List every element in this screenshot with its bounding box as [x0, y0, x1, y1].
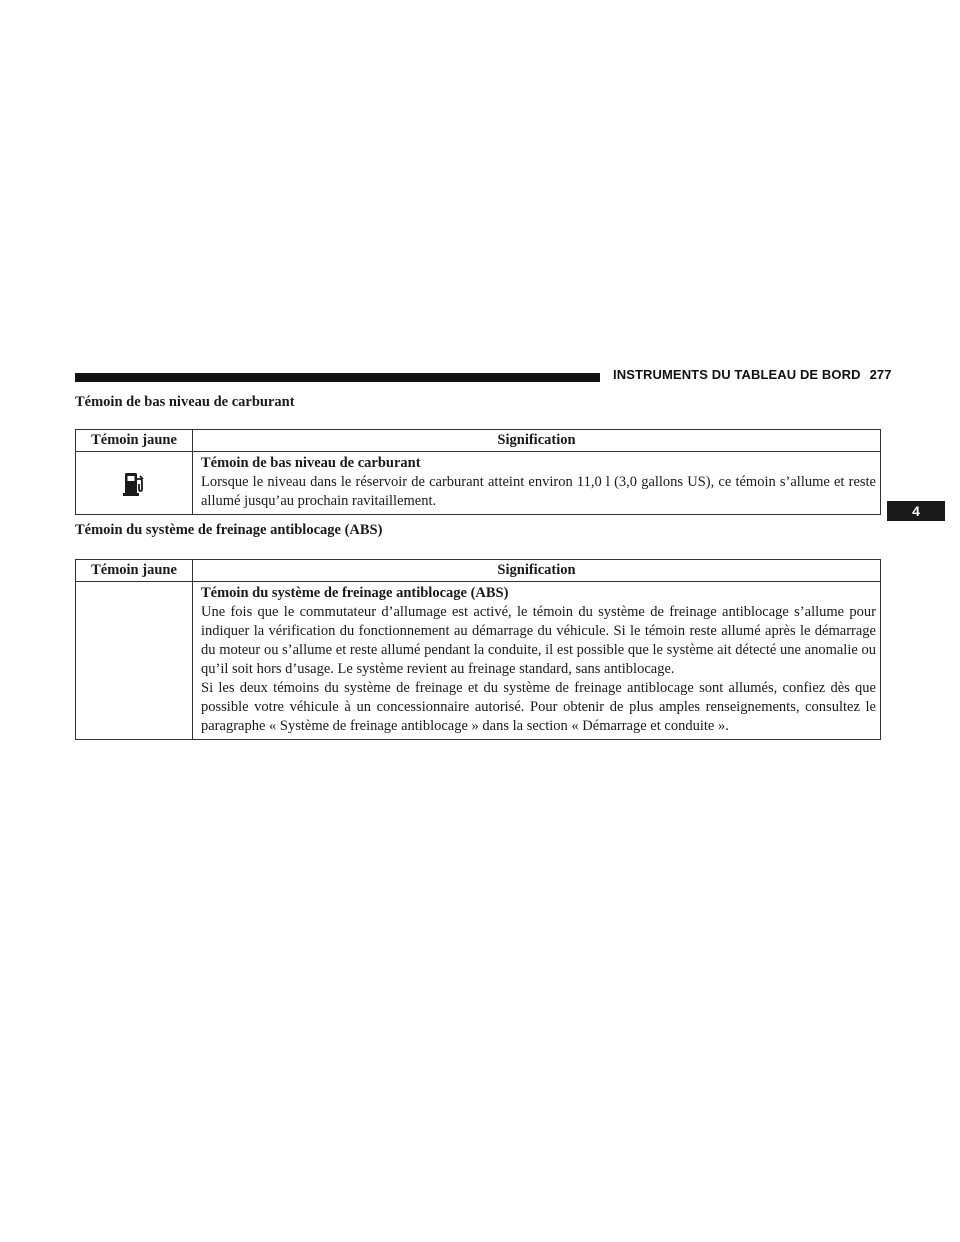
page-number: 277 [869, 367, 892, 382]
col-header-signification: Signification [193, 560, 881, 582]
fuel-pump-icon [123, 470, 145, 496]
running-header [613, 367, 892, 382]
row-title: Témoin du système de freinage antiblocage (ABS) [201, 585, 509, 601]
section-heading-abs: Témoin du système de freinage antiblocage (ABS) [75, 522, 383, 538]
section-title: INSTRUMENTS DU TABLEAU DE BORD [613, 367, 861, 382]
table-header-row [76, 560, 881, 582]
section-heading-fuel: Témoin de bas niveau de carburant [75, 394, 295, 410]
table-row [76, 582, 881, 740]
table-header-row [76, 430, 881, 452]
meaning-cell [193, 452, 881, 515]
col-header-temoin: Témoin jaune [76, 430, 193, 452]
col-header-signification: Signification [193, 430, 881, 452]
meaning-paragraph: Si les deux témoins du système de freinage et du système de freinage antiblocage sont allumés, confiez dès que possible votre véhicule à un concessionnaire autorisé. Pour obtenir de plus amples renseignements, consultez le paragraphe « Système de freinage antiblocage » dans la section « Démarrage et conduite ». [201, 680, 876, 734]
fuel-warning-table [75, 429, 881, 515]
icon-cell [76, 582, 193, 740]
header-rule [75, 373, 600, 382]
table-row [76, 452, 881, 515]
meaning-paragraph: Une fois que le commutateur d’allumage est activé, le témoin du système de freinage antiblocage s’allume pour indiquer la vérification du fonctionnement au démarrage du véhicule. Si le témoin reste allumé après le démarrage du moteur ou s’allume et reste allumé pendant la conduite, il est possible que le système ait détecté une anomalie ou qu’il soit hors d’usage. Le système revient au freinage standard, sans antiblocage. [201, 604, 876, 677]
meaning-paragraph: Lorsque le niveau dans le réservoir de carburant atteint environ 11,0 l (3,0 gallons US), ce témoin s’allume et reste allumé jusqu’au prochain ravitaillement. [201, 474, 876, 509]
abs-warning-table [75, 559, 881, 740]
row-title: Témoin de bas niveau de carburant [201, 455, 421, 471]
meaning-cell [193, 582, 881, 740]
icon-cell [76, 452, 193, 515]
chapter-tab: 4 [887, 501, 945, 521]
col-header-temoin: Témoin jaune [76, 560, 193, 582]
